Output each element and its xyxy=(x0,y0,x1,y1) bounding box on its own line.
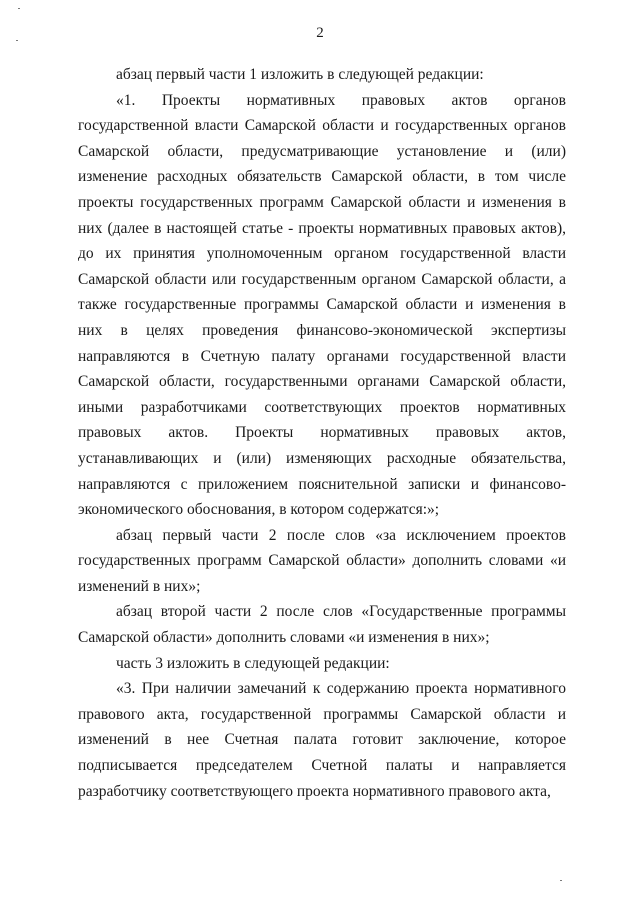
scan-speck xyxy=(18,8,20,9)
document-body xyxy=(78,62,566,804)
scan-speck xyxy=(560,880,562,881)
paragraph-6: «3. При наличии замечаний к содержанию проекта нормативного правового акта, государственной программы Самарской области и изменений в нее Счетная палата готовит заключение, которое подписывается председателем Счетной палаты и направляется разработчику соответствующего проекта нормативного правового акта, xyxy=(78,680,566,800)
scan-speck xyxy=(16,40,18,41)
paragraph-1: абзац первый части 1 изложить в следующей редакции: xyxy=(116,66,484,83)
paragraph-5: часть 3 изложить в следующей редакции: xyxy=(116,654,390,672)
paragraph-4: абзац второй части 2 после слов «Государственные программы Самарской области» дополнить словами «и изменения в них»; xyxy=(78,603,566,647)
paragraph-3: абзац первый части 2 после слов «за исключением проектов государственных программ Самарской области» дополнить словами «и изменений в них»; xyxy=(78,526,566,595)
paragraph-2: «1. Проекты нормативных правовых актов органов государственной власти Самарской области и государственных органов Самарской области, предусматривающие установление и (или) изменение расходных обязательств Самарской области, в том числе проекты государственных программ Самарской области и изменения в них (далее в настоящей статье - проекты нормативных правовых актов), до их принятия уполномоченным органом государственной власти Самарской области или государственным органом Самарской области, а также государственные программы Самарской области и изменения в них в целях проведения финансово-экономической экспертизы направляются в Счетную палату органами государственной власти Самарской области, государственными органами Самарской области, иными разработчиками соответствующих проектов нормативных правовых актов. Проекты нормативных правовых актов, устанавливающих и (или) изменяющих расходные обязательства, направляются с приложением пояснительной записки и финансово-экономического обоснования, в котором содержатся:»; xyxy=(78,91,566,519)
page-number: 2 xyxy=(316,25,324,41)
